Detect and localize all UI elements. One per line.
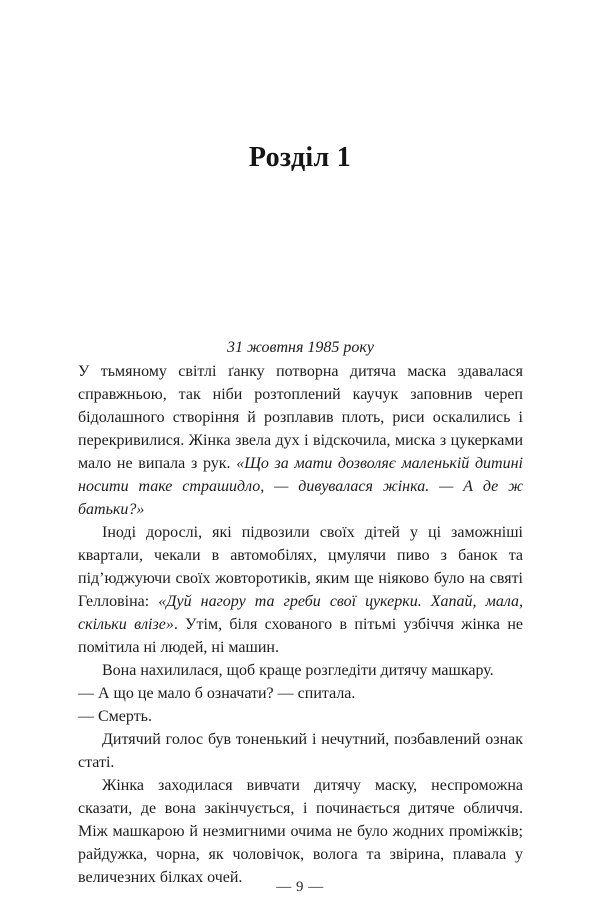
paragraph-dialogue <box>78 705 523 728</box>
paragraph <box>78 728 523 774</box>
chapter-title: Розділ 1 <box>248 142 352 173</box>
text-run-regular: — Смерть. <box>78 708 152 725</box>
text-run-regular: Іноді дорослі, які підвозили своїх дітей у ці заможніші квартали, чекали в автомобілях, цмулячи пиво з банок та під’юджуючи своїх жовторотиків, яким ще ніяково було на святі Гелловіна: <box>78 524 523 610</box>
text-run-regular: Дитячий голос був тоненький і нечутний, позбавлений ознак статі. <box>78 731 523 771</box>
paragraph <box>78 659 523 682</box>
text-run-regular: У тьмяному світлі ґанку потворна дитяча маска здавалася справжньою, так ніби розтоплений каучук заповнив череп бідолашного створіння й розплавив плоть, риси оскалились і перекривилися. Жінка звела дух і відскочила, миска з цукерками мало не випала з рук. <box>78 363 523 472</box>
text-run-regular: Вона нахилилася, щоб краще розгледіти дитячу машкару. <box>102 662 494 679</box>
text-run-italic: «Дуй нагору та греби свої цукерки. Хапай, мала, скільки влізе» <box>78 593 523 633</box>
body-text <box>78 336 523 889</box>
paragraph <box>78 360 523 521</box>
paragraph <box>78 521 523 659</box>
page-number: — 9 — <box>276 879 324 895</box>
paragraph <box>78 774 523 889</box>
date-line: 31 жовтня 1985 року <box>227 339 374 356</box>
text-run-regular: Жінка заходилася вивчати дитячу маску, неспроможна сказати, де вона закінчується, і починається дитяче обличчя. Між машкарою й незмигними очима не було жодних проміжків; райдужка, чорна, як чоловічок, волога та звірина, плавала у величезних білках очей. <box>78 777 523 886</box>
text-run-regular: — А що це мало б означати? — спитала. <box>78 685 356 702</box>
text-run-italic: «Що за мати дозволяє маленькій дитині носити таке страшидло, — дивувалася жінка. — А де ж батьки?» <box>78 455 523 518</box>
text-run-regular: . Утім, біля схованого в пітьмі узбіччя жінка не помітила ні людей, ні машин. <box>78 616 523 656</box>
paragraph-dialogue <box>78 682 523 705</box>
